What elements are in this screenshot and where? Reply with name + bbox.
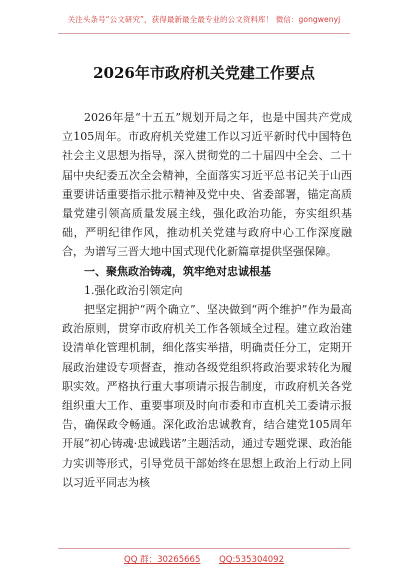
subsection-heading: 1.强化政治引领定向 bbox=[84, 283, 183, 297]
document-title: 2026年市政府机关党建工作要点 bbox=[93, 64, 315, 82]
qq-link[interactable]: QQ:535304092 bbox=[219, 555, 284, 565]
footer bbox=[0, 553, 408, 565]
body-paragraph: 把坚定拥护“两个确立”、坚决做到“两个维护”作为最高政治原则，贯穿市政府机关工作各领域全过程。建立政治建设清单化管理机制，细化落实举措，明确责任分工，定期开展政治建设专项督查，推动各级党组织将政治要求转化为履职实效。严格执行重大事项请示报告制度，市政府机关各党组织重大工作、重要事项及时向市委和市直机关工委请示报告，确保政令畅通。深化政治忠诚教育，结合建党105周年开展“初心铸魂·忠诚践诺”主题活动，通过专题党课、政治能力实训等形式，引导党员干部始终在思想上政治上行动上同以习近平同志为核 bbox=[62, 303, 352, 489]
header-divider bbox=[58, 33, 350, 34]
intro-paragraph: 2026年是“十五五”规划开局之年，也是中国共产党成立105周年。市政府机关党建工作以习近平新时代中国特色社会主义思想为指导，深入贯彻党的二十届四中全会、二十届中央纪委五次全会精神，全面落实习近平总书记关于山西重要讲话重要指示批示精神及党中央、省委部署，锚定高质量党建引领高质量发展主线，强化政治功能，夯实组织基础，严明纪律作风，推动机关党建与政府中心工作深度融合，为谱写三晋大地中国式现代化新篇章提供坚强保障。 bbox=[62, 111, 352, 259]
section-heading: 一、聚焦政治铸魂，筑牢绝对忠诚根基 bbox=[84, 264, 271, 278]
header-banner: 关注头条号“公文研究”，获得最新最全最专业的公文资料库！ 微信：gongwenyj bbox=[67, 15, 341, 24]
document-body bbox=[62, 108, 352, 492]
qq-group-link[interactable]: QQ 群：30265665 bbox=[124, 555, 201, 565]
footer-divider bbox=[58, 548, 350, 549]
